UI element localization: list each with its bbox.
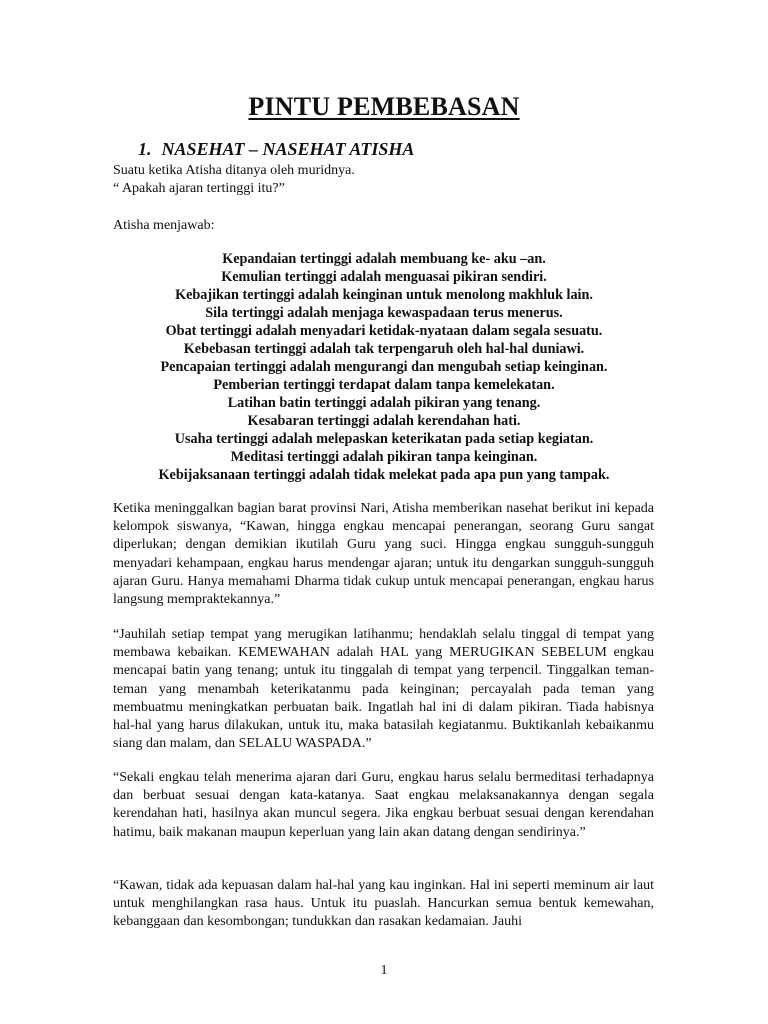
teachings-list [100, 250, 668, 484]
intro-line-1: Suatu ketika Atisha ditanya oleh muridnya. [113, 163, 355, 178]
section-title: NASEHAT – NASEHAT ATISHA [161, 139, 415, 159]
teaching-item: Usaha tertinggi adalah melepaskan keterikatan pada setiap kegiatan. [174, 431, 594, 447]
body-paragraph: “Kawan, tidak ada kepuasan dalam hal-hal yang kau inginkan. Hal ini seperti meminum air laut untuk menghilangkan rasa haus. Untuk itu puaslah. Hancurkan semua bentuk kemewahan, kebanggaan dan kesombongan; tundukkan dan rasakan kedamaian. Jauhi [113, 878, 654, 930]
teaching-item: Sila tertinggi adalah menjaga kewaspadaan terus menerus. [205, 305, 563, 321]
teaching-item: Latihan batin tertinggi adalah pikiran yang tenang. [227, 395, 541, 411]
teaching-item: Obat tertinggi adalah menyadari ketidak-nyataan dalam segala sesuatu. [165, 323, 603, 339]
page-title: PINTU PEMBEBASAN [248, 92, 520, 121]
teaching-item: Kebajikan tertinggi adalah keinginan untuk menolong makhluk lain. [175, 287, 593, 303]
teaching-item: Pemberian tertinggi terdapat dalam tanpa kemelekatan. [213, 377, 555, 393]
teaching-item: Kepandaian tertinggi adalah membuang ke- aku –an. [222, 251, 546, 267]
teaching-item: Kesabaran tertinggi adalah kerendahan hati. [247, 413, 521, 429]
teaching-item: Pencapaian tertinggi adalah mengurangi dan mengubah setiap keinginan. [160, 359, 608, 375]
page-number: 1 [380, 963, 388, 978]
teaching-item: Kebebasan tertinggi adalah tak terpengaruh oleh hal-hal duniawi. [183, 341, 585, 357]
teaching-item: Meditasi tertinggi adalah pikiran tanpa keinginan. [230, 449, 538, 465]
intro-text [113, 162, 355, 198]
answer-label: Atisha menjawab: [113, 218, 215, 233]
teaching-item: Kemulian tertinggi adalah menguasai pikiran sendiri. [221, 269, 547, 285]
page-title-wrap [0, 92, 768, 122]
section-heading [138, 139, 414, 160]
teaching-item: Kebijaksanaan tertinggi adalah tidak melekat pada apa pun yang tampak. [158, 467, 610, 483]
intro-line-2: “ Apakah ajaran tertinggi itu?” [113, 181, 285, 196]
section-number: 1. [138, 139, 152, 159]
body-paragraph: “Jauhilah setiap tempat yang merugikan latihanmu; hendaklah selalu tinggal di tempat yang membawa kebaikan. KEMEWAHAN adalah HAL yang MERUGIKAN SEBELUM engkau mencapai batin yang tenang; untuk itu tinggalah di tempat yang terpencil. Tinggalkan teman-teman yang menambah keterikatanmu pada keinginan; percayalah pada teman yang membuatmu meningkatkan perbuatan baik. Ingatlah hal ini di dalam pikiran. Tiada habisnya hal-hal yang harus dilakukan, untuk itu, maka batasilah kegiatanmu. Buktikanlah kebaikanmu siang dan malam, dan SELALU WASPADA.” [113, 627, 654, 752]
body-paragraph: Ketika meninggalkan bagian barat provinsi Nari, Atisha memberikan nasehat berikut ini kepada kelompok siswanya, “Kawan, hingga engkau mencapai penerangan, seorang Guru sangat diperlukan; dengan demikian ikutilah Guru yang suci. Hingga engkau sungguh-sungguh menyadari kehampaan, engkau harus mendengar ajaran; untuk itu dengarkan sungguh-sungguh ajaran Guru. Hanya memahami Dharma tidak cukup untuk mencapai penerangan, engkau harus langsung mempraktekannya.” [113, 501, 654, 608]
body-paragraph: “Sekali engkau telah menerima ajaran dari Guru, engkau harus selalu bermeditasi terhadapnya dan berbuat sesuai dengan kata-katanya. Saat engkau melaksanakannya dengan segala kerendahan hati, hasilnya akan muncul segera. Jika engkau berbuat sesuai dengan kerendahan hatimu, baik makanan maupun keperluan yang lain akan datang dengan sendirinya.” [113, 770, 654, 840]
